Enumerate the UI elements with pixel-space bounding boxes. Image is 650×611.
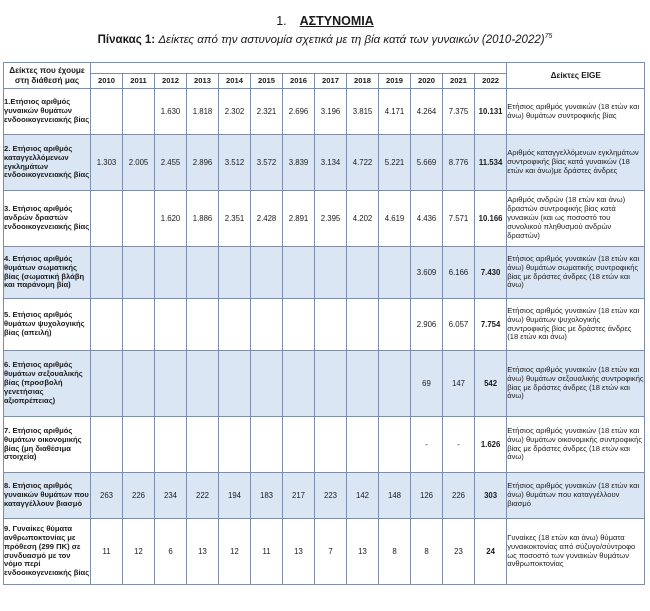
- year-header: 2015: [251, 74, 283, 89]
- value-cell: [123, 351, 155, 417]
- value-cell: [91, 417, 123, 473]
- value-cell: [187, 247, 219, 299]
- value-cell: [379, 247, 411, 299]
- value-cell: [187, 351, 219, 417]
- indicator-label: 3. Ετήσιος αριθμός ανδρών δραστών ενδοοικογενειακής βίας: [4, 191, 91, 247]
- value-cell: [155, 417, 187, 473]
- value-cell: 4.171: [379, 89, 411, 135]
- value-cell: 10.131: [475, 89, 507, 135]
- year-header: 2013: [187, 74, 219, 89]
- eige-description: Ετήσιος αριθμός γυναικών (18 ετών και άνω) θυμάτων οικονομικής συντροφικής βίας με δράστες άνδρες (18 ετών και άνω): [507, 417, 645, 473]
- value-cell: 8: [379, 519, 411, 585]
- indicator-label: 9. Γυναίκες θύματα ανθρωποκτονίας με πρόθεση (299 ΠΚ) σε συνδυασμό με τον νόμο περί ενδοοικογενειακής βίας: [4, 519, 91, 585]
- year-header: 2018: [347, 74, 379, 89]
- value-cell: 6.166: [443, 247, 475, 299]
- value-cell: 1.886: [187, 191, 219, 247]
- section-number: 1.: [276, 14, 287, 28]
- indicator-label: 2. Ετήσιος αριθμός καταγγελλόμενων εγκλημάτων ενδοοικογενειακής βίας: [4, 135, 91, 191]
- section-heading: [0, 14, 650, 28]
- table-row: [4, 191, 645, 247]
- value-cell: [379, 299, 411, 351]
- year-header: 2020: [411, 74, 443, 89]
- value-cell: [123, 299, 155, 351]
- value-cell: 4.436: [411, 191, 443, 247]
- caption-label: Πίνακας 1: [97, 33, 152, 46]
- value-cell: 13: [283, 519, 315, 585]
- header-spacer: [91, 63, 507, 74]
- value-cell: [379, 351, 411, 417]
- value-cell: 12: [123, 519, 155, 585]
- value-cell: 194: [219, 473, 251, 519]
- value-cell: [219, 417, 251, 473]
- value-cell: 5.221: [379, 135, 411, 191]
- indicators-table: [3, 62, 645, 585]
- eige-description: Ετήσιος αριθμός γυναικών (18 ετών και άνω) θυμάτων ψυχολογικής συντροφικής βίας με δράστες άνδρες (18 ετών και άνω): [507, 299, 645, 351]
- value-cell: [347, 299, 379, 351]
- section-title: ΑΣΤΥΝΟΜΙΑ: [299, 14, 374, 28]
- value-cell: 1.303: [91, 135, 123, 191]
- value-cell: [283, 417, 315, 473]
- value-cell: 3.512: [219, 135, 251, 191]
- indicator-label: 4. Ετήσιος αριθμός θυμάτων σωματικής βίας (σωματική βλάβη και παράνομη βία): [4, 247, 91, 299]
- header-indicators: Δείκτες που έχουμε στη διάθεσή μας: [4, 63, 91, 89]
- year-header: 2016: [283, 74, 315, 89]
- value-cell: 2.896: [187, 135, 219, 191]
- value-cell: [251, 417, 283, 473]
- value-cell: 3.134: [315, 135, 347, 191]
- eige-description: Ετήσιος αριθμός γυναικών (18 ετών και άνω) θυμάτων που καταγγέλλουν βιασμό: [507, 473, 645, 519]
- value-cell: 1.818: [187, 89, 219, 135]
- value-cell: 217: [283, 473, 315, 519]
- value-cell: [347, 351, 379, 417]
- value-cell: 10.166: [475, 191, 507, 247]
- value-cell: 13: [187, 519, 219, 585]
- value-cell: [91, 299, 123, 351]
- value-cell: [219, 299, 251, 351]
- eige-description: Γυναίκες (18 ετών και άνω) θύματα γυναικοκτονίας από σύζυγο/σύντροφο ως ποσοστό των γυναικών θυμάτων ανθρωποκτονίας: [507, 519, 645, 585]
- indicator-label: 7. Ετήσιος αριθμός θυμάτων οικονομικής βίας (μη διαθέσιμα στοιχεία): [4, 417, 91, 473]
- value-cell: 12: [219, 519, 251, 585]
- table-row: [4, 135, 645, 191]
- value-cell: 2.906: [411, 299, 443, 351]
- year-header: 2014: [219, 74, 251, 89]
- value-cell: 7.571: [443, 191, 475, 247]
- value-cell: [315, 299, 347, 351]
- value-cell: [283, 299, 315, 351]
- value-cell: 3.609: [411, 247, 443, 299]
- value-cell: 234: [155, 473, 187, 519]
- value-cell: 4.619: [379, 191, 411, 247]
- value-cell: 183: [251, 473, 283, 519]
- eige-description: Αριθμός ανδρών (18 ετών και άνω) δραστών συντροφικής βίας κατά γυναικών (και ως ποσοστό του συνολικού πληθυσμού ανδρών δραστών): [507, 191, 645, 247]
- value-cell: 7.754: [475, 299, 507, 351]
- value-cell: [251, 351, 283, 417]
- value-cell: [91, 351, 123, 417]
- value-cell: [347, 247, 379, 299]
- value-cell: [91, 247, 123, 299]
- value-cell: [315, 247, 347, 299]
- value-cell: 4.264: [411, 89, 443, 135]
- value-cell: [347, 417, 379, 473]
- value-cell: [251, 247, 283, 299]
- value-cell: 8.776: [443, 135, 475, 191]
- value-cell: [155, 299, 187, 351]
- value-cell: 2.395: [315, 191, 347, 247]
- value-cell: 69: [411, 351, 443, 417]
- table-row: [4, 351, 645, 417]
- indicator-label: 1.Ετήσιος αριθμός γυναικών θυμάτων ενδοοικογενειακής βίας: [4, 89, 91, 135]
- value-cell: 1.620: [155, 191, 187, 247]
- value-cell: [155, 351, 187, 417]
- value-cell: [123, 89, 155, 135]
- value-cell: 7: [315, 519, 347, 585]
- table-row: [4, 473, 645, 519]
- value-cell: 2.351: [219, 191, 251, 247]
- value-cell: [219, 351, 251, 417]
- value-cell: [315, 351, 347, 417]
- value-cell: 13: [347, 519, 379, 585]
- value-cell: 3.572: [251, 135, 283, 191]
- caption-text: Δείκτες από την αστυνομία σχετικά με τη βία κατά των γυναικών (2010-2022): [158, 33, 545, 46]
- year-header: 2010: [91, 74, 123, 89]
- value-cell: 222: [187, 473, 219, 519]
- value-cell: [219, 247, 251, 299]
- value-cell: 5.669: [411, 135, 443, 191]
- value-cell: [155, 247, 187, 299]
- caption-separator: :: [151, 33, 156, 46]
- value-cell: 8: [411, 519, 443, 585]
- year-header: 2011: [123, 74, 155, 89]
- eige-description: Ετήσιος αριθμός γυναικών (18 ετών και άνω) θυμάτων σεξουαλικής συντροφικής βίας με δράστες άνδρες (18 ετών και άνω): [507, 351, 645, 417]
- value-cell: [379, 417, 411, 473]
- value-cell: 2.005: [123, 135, 155, 191]
- table-row: [4, 519, 645, 585]
- value-cell: 226: [123, 473, 155, 519]
- indicator-label: 8. Ετήσιος αριθμός γυναικών θυμάτων που καταγγέλλουν βιασμό: [4, 473, 91, 519]
- value-cell: [283, 247, 315, 299]
- value-cell: 1.630: [155, 89, 187, 135]
- value-cell: [315, 417, 347, 473]
- value-cell: 126: [411, 473, 443, 519]
- value-cell: 3.815: [347, 89, 379, 135]
- value-cell: 11: [91, 519, 123, 585]
- value-cell: 226: [443, 473, 475, 519]
- indicator-label: 6. Ετήσιος αριθμός θυμάτων σεξουαλικής βίας (προσβολή γενετήσιας αξιοπρέπειας): [4, 351, 91, 417]
- value-cell: 4.722: [347, 135, 379, 191]
- eige-description: Αριθμός καταγγελλόμενων εγκλημάτων συντροφικής βίας κατά γυναικών (18 ετών και άνω)με δράστες άνδρες: [507, 135, 645, 191]
- value-cell: 23: [443, 519, 475, 585]
- value-cell: [187, 417, 219, 473]
- value-cell: [251, 299, 283, 351]
- value-cell: [91, 89, 123, 135]
- value-cell: 6.057: [443, 299, 475, 351]
- value-cell: [91, 191, 123, 247]
- value-cell: 24: [475, 519, 507, 585]
- value-cell: 7.430: [475, 247, 507, 299]
- header-eige: Δείκτες EIGE: [507, 63, 645, 89]
- value-cell: 2.302: [219, 89, 251, 135]
- value-cell: 142: [347, 473, 379, 519]
- value-cell: -: [443, 417, 475, 473]
- value-cell: [123, 417, 155, 473]
- value-cell: [123, 191, 155, 247]
- value-cell: 148: [379, 473, 411, 519]
- value-cell: 2.428: [251, 191, 283, 247]
- eige-description: Ετήσιος αριθμός γυναικών (18 ετών και άνω) θυμάτων συντροφικής βίας: [507, 89, 645, 135]
- value-cell: 147: [443, 351, 475, 417]
- year-header: 2017: [315, 74, 347, 89]
- table-row: [4, 89, 645, 135]
- table-row: [4, 417, 645, 473]
- value-cell: 2.891: [283, 191, 315, 247]
- eige-description: Ετήσιος αριθμός γυναικών (18 ετών και άνω) θυμάτων σωματικής συντροφικής βίας με δράστες άνδρες (18 ετών και άνω): [507, 247, 645, 299]
- year-header: 2019: [379, 74, 411, 89]
- footnote-marker: 75: [544, 33, 553, 40]
- table-row: [4, 247, 645, 299]
- table-caption: [0, 33, 650, 46]
- indicator-label: 5. Ετήσιος αριθμός θυμάτων ψυχολογικής βίας (απειλή): [4, 299, 91, 351]
- value-cell: -: [411, 417, 443, 473]
- table-body: [4, 89, 645, 585]
- value-cell: 303: [475, 473, 507, 519]
- value-cell: 2.455: [155, 135, 187, 191]
- value-cell: [123, 247, 155, 299]
- table-row: [4, 299, 645, 351]
- value-cell: 11.534: [475, 135, 507, 191]
- value-cell: 223: [315, 473, 347, 519]
- year-header: 2022: [475, 74, 507, 89]
- value-cell: 1.626: [475, 417, 507, 473]
- value-cell: 263: [91, 473, 123, 519]
- value-cell: 542: [475, 351, 507, 417]
- value-cell: 3.839: [283, 135, 315, 191]
- value-cell: 2.696: [283, 89, 315, 135]
- value-cell: 2.321: [251, 89, 283, 135]
- value-cell: 11: [251, 519, 283, 585]
- value-cell: 6: [155, 519, 187, 585]
- value-cell: 7.375: [443, 89, 475, 135]
- year-header: 2012: [155, 74, 187, 89]
- value-cell: [283, 351, 315, 417]
- value-cell: 4.202: [347, 191, 379, 247]
- year-header: 2021: [443, 74, 475, 89]
- value-cell: 3.196: [315, 89, 347, 135]
- value-cell: [187, 299, 219, 351]
